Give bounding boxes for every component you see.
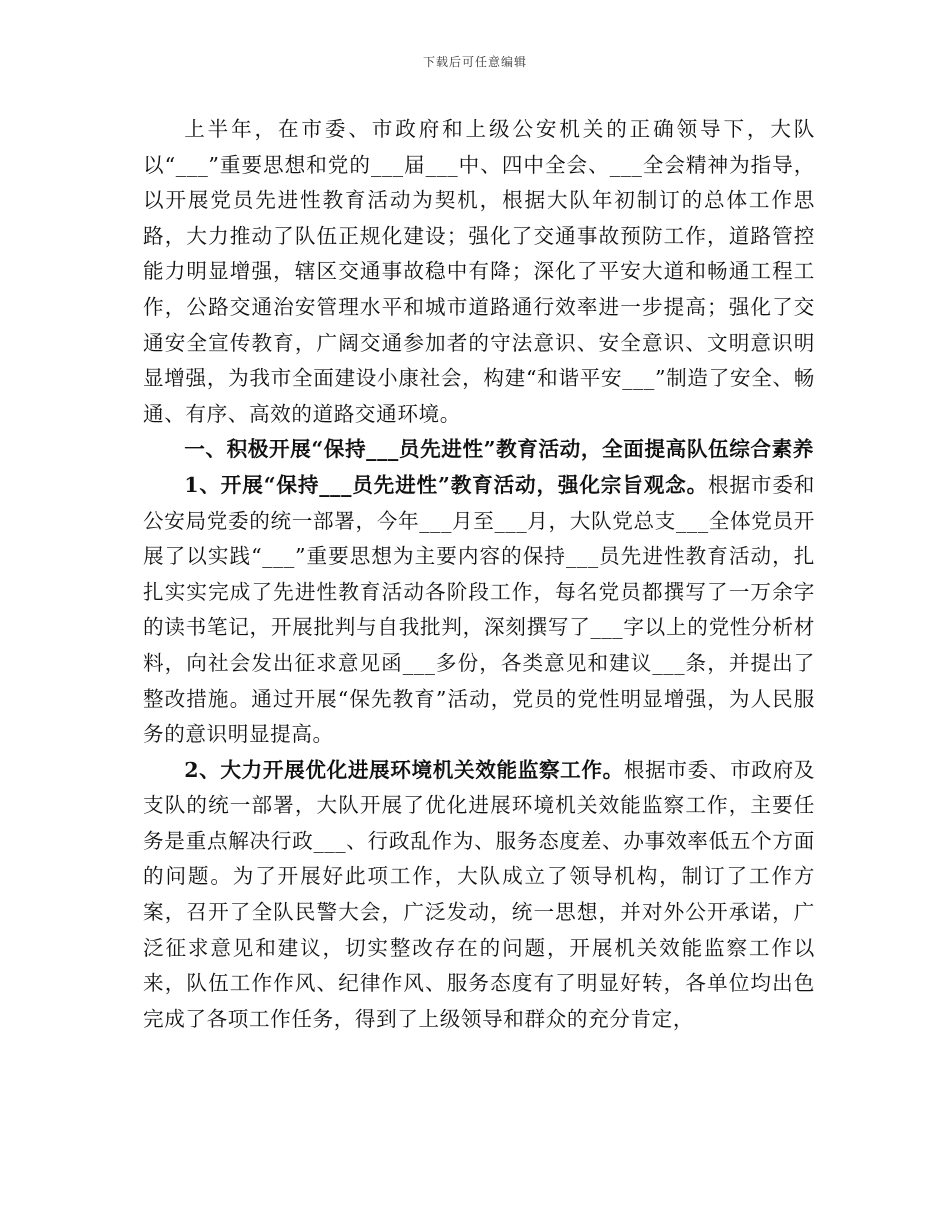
item-1-paragraph [143,468,815,753]
section-heading: 一、积极开展“保持___员先进性”教育活动，全面提高队伍综合素养 [184,437,814,462]
item-2-paragraph [143,753,815,1038]
download-note: 下载后可任意编辑 [422,55,527,69]
item-1-text: 根据市委和公安局党委的统一部署，今年___月至___月，大队党总支___全体党员开展了以实践“___”重要思想为主要内容的保持___员先进性教育活动，扎扎实实完成了先进性教育活动各阶段工作，每名党员都撰写了一万余字的读书笔记，开展批判与自我批判，深刻撰写了___字以上的党性分析材料，向社会发出征求意见函___多份，各类意见和建议___条，并提出了整改措施。通过开展“保先教育”活动，党员的党性明显增强，为人民服务的意识明显提高。 [143,472,816,747]
item-2-text: 根据市委、市政府及支队的统一部署，大队开展了优化进展环境机关效能监察工作，主要任务是重点解决行政___、行政乱作为、服务态度差、办事效率低五个方面的问题。为了开展好此项工作，大队成立了领导机构，制订了工作方案，召开了全队民警大会，广泛发动，统一思想，并对外公开承诺，广泛征求意见和建议，切实整改存在的问题，开展机关效能监察工作以来，队伍工作作风、纪律作风、服务态度有了明显好转，各单位均出色完成了各项工作任务，得到了上级领导和群众的充分肯定， [143,757,815,1031]
item-1-lead: 1、开展“保持___员先进性”教育活动，强化宗旨观念。 [184,472,709,497]
document-body [143,112,815,1037]
intro-paragraph: 上半年，在市委、市政府和上级公安机关的正确领导下，大队以“___”重要思想和党的___届___中、四中全会、___全会精神为指导，以开展党员先进性教育活动为契机，根据大队年初制订的总体工作思路，大力推动了队伍正规化建设；强化了交通事故预防工作，道路管控能力明显增强，辖区交通事故稳中有降；深化了平安大道和畅通工程工作，公路交通治安管理水平和城市道路通行效率进一步提高；强化了交通安全宣传教育，广阔交通参加者的守法意识、安全意识、文明意识明显增强，为我市全面建设小康社会，构建“和谐平安___”制造了安全、畅通、有序、高效的道路交通环境。 [143,117,815,426]
item-2-lead: 2、大力开展优化进展环境机关效能监察工作。 [184,757,624,782]
